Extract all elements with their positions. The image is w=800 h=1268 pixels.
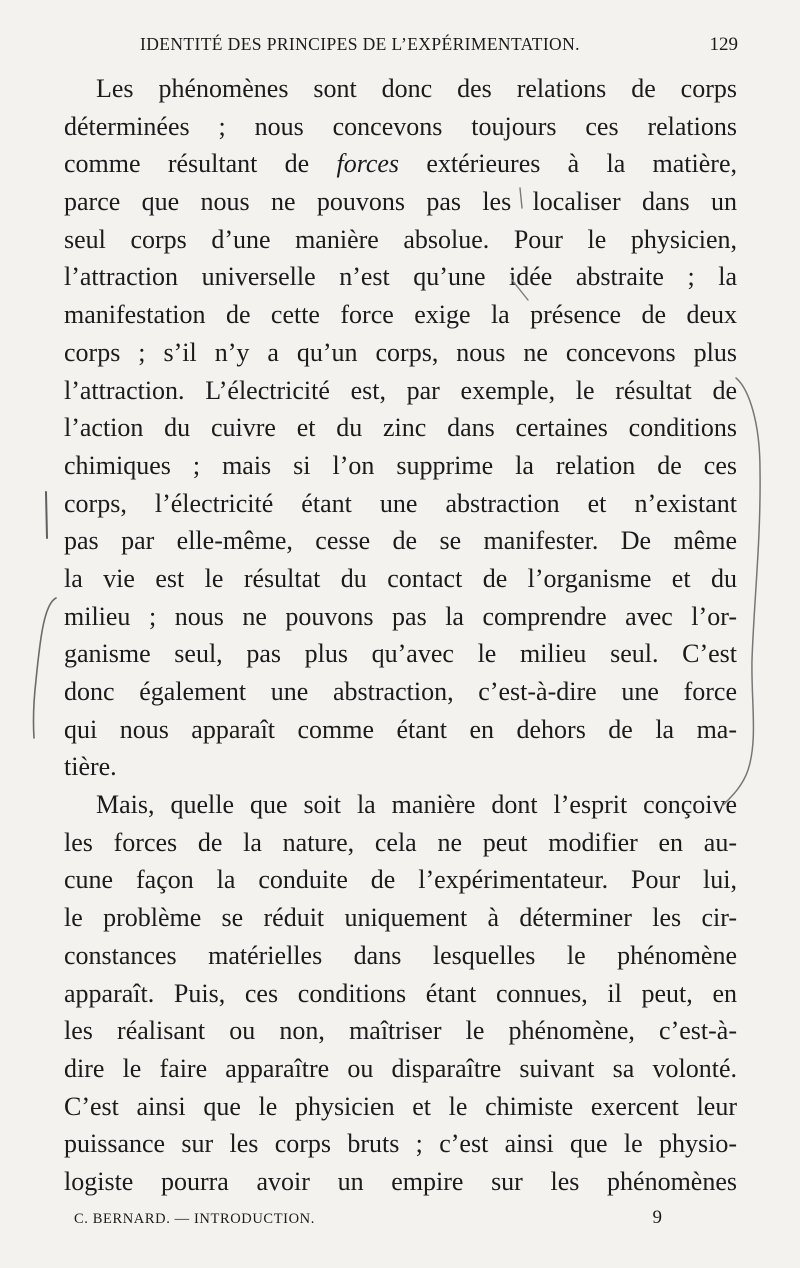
signature-mark: 9 <box>652 1207 662 1228</box>
text-line: tière. <box>64 752 117 782</box>
text-line: pas par elle-même, cesse de se manifester. De même <box>64 526 737 556</box>
text-line: C’est ainsi que le physicien et le chimiste exercent leur <box>64 1091 737 1121</box>
text-line: milieu ; nous ne pouvons pas la comprendre avec l’or- <box>64 601 737 631</box>
text-line: ganisme seul, pas plus qu’avec le milieu seul. C’est <box>64 639 737 669</box>
text-line: constances matérielles dans lesquelles le phénomène <box>64 940 737 970</box>
text-line: le problème se réduit uniquement à déterminer les cir- <box>64 903 737 933</box>
text-line: la vie est le résultat du contact de l’organisme et du <box>64 563 737 593</box>
emphasis-forces: forces <box>336 149 400 179</box>
text-line-with-emphasis <box>64 145 737 183</box>
text-line: apparaît. Puis, ces conditions étant connues, il peut, en <box>64 978 737 1008</box>
line-start: comme résultant de <box>64 149 337 179</box>
text-line: logiste pourra avoir un empire sur les phénomènes <box>64 1166 737 1196</box>
text-line: parce que nous ne pouvons pas les localiser dans un <box>64 187 737 217</box>
text-line: chimiques ; mais si l’on supprime la relation de ces <box>64 450 737 480</box>
text-line: Les phénomènes sont donc des relations de corps <box>96 74 737 103</box>
text-line: les forces de la nature, cela ne peut modifier en au- <box>64 827 737 857</box>
text-line: Mais, quelle que soit la manière dont l’esprit conçoive <box>96 790 737 820</box>
signature-line: C. BERNARD. — INTRODUCTION. <box>74 1211 315 1227</box>
text-line: manifestation de cette force exige la présence de deux <box>64 300 737 330</box>
body-text <box>64 70 737 1201</box>
paragraph-2 <box>64 786 737 1201</box>
text-line: dire le faire apparaître ou disparaître suivant sa volonté. <box>64 1053 737 1083</box>
line-end: extérieures à la matière, <box>399 149 737 179</box>
text-line: cune façon la conduite de l’expérimentateur. Pour lui, <box>64 865 737 895</box>
paragraph-1 <box>64 70 737 786</box>
text-line: corps ; s’il n’y a qu’un corps, nous ne concevons plus <box>64 337 737 367</box>
text-line: qui nous apparaît comme étant en dehors de la ma- <box>64 714 737 744</box>
left-margin-tick <box>46 492 47 538</box>
page-number: 129 <box>709 34 738 55</box>
text-line: l’attraction universelle n’est qu’une idée abstraite ; la <box>64 262 737 292</box>
text-line: l’action du cuivre et du zinc dans certaines conditions <box>64 413 737 443</box>
text-line: seul corps d’une manière absolue. Pour le physicien, <box>64 224 737 254</box>
text-line: corps, l’électricité étant une abstraction et n’existant <box>64 488 737 518</box>
text-line: puissance sur les corps bruts ; c’est ainsi que le physio- <box>64 1129 737 1159</box>
text-line: déterminées ; nous concevons toujours ces relations <box>64 111 737 141</box>
text-line: donc également une abstraction, c’est-à-dire une force <box>64 677 737 706</box>
page-footer <box>74 1207 662 1231</box>
text-line: l’attraction. L’électricité est, par exemple, le résultat de <box>64 375 737 405</box>
left-margin-bracket <box>33 598 56 738</box>
text-line: les réalisant ou non, maîtriser le phénomène, c’est-à- <box>64 1016 737 1046</box>
running-head <box>140 34 738 56</box>
running-title: IDENTITÉ DES PRINCIPES DE L’EXPÉRIMENTATION. <box>140 34 580 54</box>
